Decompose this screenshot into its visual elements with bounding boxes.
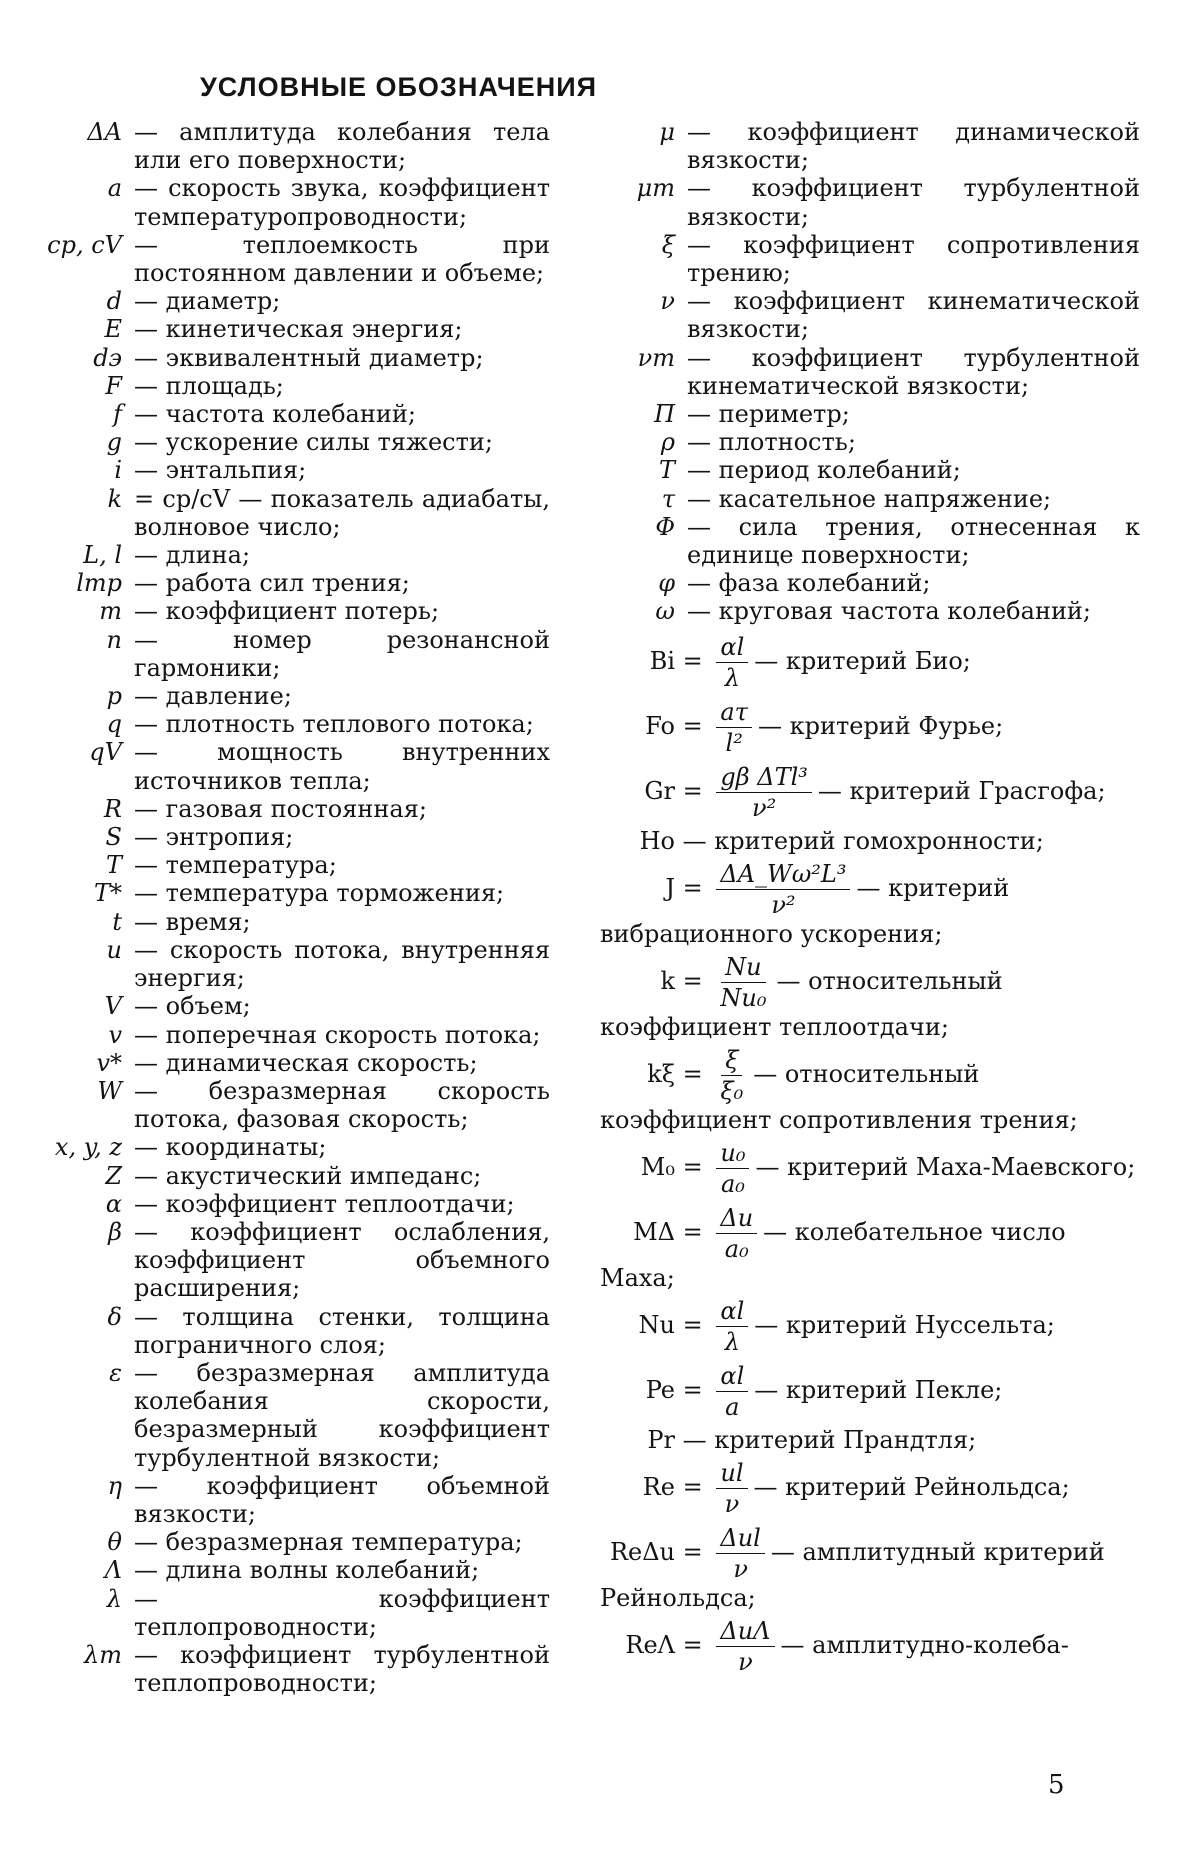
fraction [716,1523,764,1584]
formula-symbol: ReΛ [625,1630,675,1659]
entry-symbol: lтр [76,569,122,598]
formula-row [600,1361,1140,1422]
entry-row [30,851,550,879]
entry-row [600,569,1140,597]
formula-symbol: Pe [645,1375,675,1404]
formula-symbol: J [665,873,675,902]
entry-symbol: β [108,1217,122,1246]
entry-symbol: R [103,794,122,823]
entry-symbol: x, y, z [54,1133,122,1162]
entry-row [30,1021,550,1049]
entry-row [30,456,550,484]
entry-symbol: λт [84,1640,122,1669]
formula-description: — критерий Пекле; [754,1375,1003,1404]
formula-symbol: MΔ [633,1217,675,1246]
entry-description: — коэффициент объемной вязкости; [134,1471,550,1528]
entry-symbol: u [106,935,122,964]
formula-list [600,632,1140,1677]
entry-row [600,597,1140,625]
equals-sign: = [675,1217,711,1246]
entry-row [30,372,550,400]
entry-description: — координаты; [134,1133,327,1162]
equals-sign: = [675,1630,711,1659]
entry-description: — круговая частота колебаний; [687,597,1092,626]
entry-description: — коэффициент турбулентной теплопроводности; [134,1640,550,1698]
entry-symbol: v [108,1020,122,1049]
entry-symbol: q [106,710,122,739]
entry-symbol: T [658,456,675,485]
entry-description: — период колебаний; [687,456,961,485]
entry-description: — длина; [134,541,251,570]
formula-row [600,1296,1140,1357]
fraction-denominator: ν [738,1647,753,1676]
entry-description: — коэффициент динамической вязкости; [687,118,1140,175]
entry-symbol: dэ [93,343,122,372]
equals-sign: = [675,1472,711,1501]
formula-row [600,1458,1140,1519]
entry-description: — температура торможения; [134,879,505,908]
fraction-numerator: ul [716,1458,747,1489]
formula-description: — критерий Рейнольдса; [753,1472,1070,1501]
entry-symbol: ε [109,1358,122,1387]
entry-symbol: μт [636,174,675,203]
formula-row [600,827,1140,855]
entry-row [600,485,1140,513]
fraction-numerator: αl [716,1361,748,1392]
entry-description: — длина волны колебаний; [134,1556,480,1585]
entry-row [30,231,550,287]
fraction-numerator: ΔuΛ [716,1616,774,1647]
entry-description: — коэффициент теплоотдачи; [134,1189,515,1218]
formula-row [600,1045,1140,1134]
formula-description: — критерий Маха-Маевского; [755,1152,1136,1181]
fraction [716,1045,747,1106]
entry-description: — коэффициент теплопроводности; [134,1584,550,1641]
fraction-numerator: Δu [716,1203,757,1234]
entry-description: — сила трения, отнесенная к единице поверхности; [687,512,1140,570]
entry-row [30,1528,550,1556]
formula-description: — критерий Нуссельта; [754,1310,1055,1339]
formula-symbol: ReΔu [609,1537,675,1566]
fraction-denominator: l² [725,728,743,757]
fraction-denominator: λ [724,663,740,692]
entry-row [30,1218,550,1303]
entry-description: — коэффициент турбулентной вязкости; [687,174,1140,231]
fraction-denominator: ν [733,1554,748,1583]
formula-row [600,697,1140,758]
entry-symbol: Λ [104,1556,122,1585]
entry-symbol: S [105,823,122,852]
entry-description: — диаметр; [134,287,281,316]
fraction [716,1296,748,1357]
entry-row [30,795,550,823]
entry-symbol: t [112,907,122,936]
fraction-denominator: a₀ [720,1169,745,1198]
entry-symbol: Φ [655,512,675,541]
entry-symbol: θ [107,1528,122,1557]
entry-description: — площадь; [134,371,284,400]
entry-row [30,908,550,936]
formula-symbol: Ho [639,826,675,855]
equals-sign: = [675,1537,711,1566]
formula-symbol: Re [642,1472,675,1501]
entry-row [30,315,550,343]
formula-symbol: kξ [647,1059,675,1088]
fraction-numerator: αl [716,632,748,663]
formula-description: — относительный коэффициент сопротивления трения; [600,1059,1078,1134]
right-entries [600,118,1140,626]
fraction-numerator: u₀ [716,1138,749,1169]
entry-symbol: f [113,400,122,429]
fraction [716,1458,747,1519]
equals-sign: = [675,1152,711,1181]
entry-description: — номер резонансной гармоники; [134,625,550,682]
entry-symbol: i [114,456,122,485]
entry-row [600,400,1140,428]
entry-symbol: ξ [661,230,675,259]
entry-row [30,287,550,315]
entry-symbol: F [105,371,122,400]
entry-description: — фаза колебаний; [687,569,931,598]
entry-row [600,287,1140,343]
fraction [716,1138,749,1199]
entry-description: = cp/cV — показатель адиабаты, волновое число; [134,484,550,541]
entry-symbol: Z [105,1161,122,1190]
fraction [716,952,770,1013]
entry-symbol: qV [89,738,122,767]
entry-row [30,626,550,682]
entry-description: — плотность теплового потока; [134,710,534,739]
entry-row [30,428,550,456]
formula-description: — критерий Фурье; [757,711,1004,740]
formula-row [600,952,1140,1041]
fraction-numerator: ΔA_Wω²L³ [716,859,850,890]
entry-description: — частота колебаний; [134,400,416,429]
formula-row [600,1523,1140,1612]
formula-description: — критерий вибрационного ускорения; [600,873,1010,948]
formula-description: — относительный коэффициент теплоотдачи; [600,966,1003,1041]
formula-description: — критерий гомохронности; [682,826,1044,855]
fraction-numerator: aτ [716,697,752,728]
equals-sign: = [675,1310,711,1339]
entry-symbol: n [106,625,122,654]
entry-description: — коэффициент турбулентной кинематической вязкости; [687,343,1140,400]
entry-description: — безразмерная скорость потока, фазовая скорость; [134,1076,550,1134]
entry-description: — коэффициент сопротивления трению; [687,230,1140,288]
entry-row [600,456,1140,484]
entry-row [30,1133,550,1161]
entry-row [30,1359,550,1472]
equals-sign: = [675,711,711,740]
fraction [716,1361,748,1422]
fraction-numerator: Δul [716,1523,764,1554]
entry-description: — работа сил трения; [134,569,410,598]
fraction [716,1616,774,1677]
entry-symbol: φ [658,569,675,598]
entry-row [30,1077,550,1133]
page-title: УСЛОВНЫЕ ОБОЗНАЧЕНИЯ [200,72,598,102]
entry-description: — коэффициент кинематической вязкости; [687,287,1140,344]
fraction-denominator: ν² [771,890,796,919]
entry-description: — плотность; [687,428,856,457]
entry-row [30,118,550,174]
entry-symbol: δ [107,1302,122,1331]
entry-description: — объем; [134,992,251,1021]
formula-description: — амплитудный критерий Рейнольдса; [600,1537,1105,1612]
fraction-denominator: a [725,1392,740,1421]
fraction-denominator: ν² [752,793,777,822]
formula-symbol: Gr [644,776,675,805]
entry-row [30,1472,550,1528]
entry-symbol: V [104,992,122,1021]
formula-row [600,1426,1140,1454]
fraction-denominator: ξ₀ [720,1076,744,1105]
entry-row [30,682,550,710]
formula-description: — критерий Био; [754,646,971,675]
formula-symbol: k [660,966,675,995]
entry-symbol: E [104,315,122,344]
entry-description: — толщина стенки, толщина пограничного слоя; [134,1302,550,1359]
entry-row [30,174,550,230]
fraction-denominator: λ [724,1327,740,1356]
formula-description: — амплитудно-колеба- [780,1630,1069,1659]
entry-row [600,118,1140,174]
entry-description: — периметр; [687,400,850,429]
entry-description: — кинетическая энергия; [134,315,463,344]
entry-description: — мощность внутренних источников тепла; [134,738,550,795]
fraction [716,1203,757,1264]
formula-row [600,1138,1140,1199]
formula-row [600,632,1140,693]
entry-row [30,710,550,738]
formula-symbol: Pr [647,1425,675,1454]
entry-row [30,1049,550,1077]
entry-row [30,879,550,907]
entry-symbol: ΔA [87,118,122,146]
equals-sign: = [675,873,711,902]
entry-description: — ускорение силы тяжести; [134,428,493,457]
entry-description: — давление; [134,682,292,711]
page-number: 5 [1048,1770,1065,1800]
entry-symbol: α [105,1189,122,1218]
equals-sign: = [675,1375,711,1404]
entry-description: — касательное напряжение; [687,484,1052,513]
formula-symbol: M₀ [640,1152,675,1181]
equals-sign: = [675,646,711,675]
entry-row [30,1585,550,1641]
fraction-denominator: a₀ [724,1234,749,1263]
fraction-numerator: ξ [721,1045,742,1076]
formula-row [600,1616,1140,1677]
entry-description: — время; [134,907,251,936]
formula-description: — критерий Прандтля; [682,1425,977,1454]
formula-symbol: Nu [638,1310,675,1339]
entry-description: — энтальпия; [134,456,307,485]
entry-symbol: ν [660,287,675,316]
entry-row [600,428,1140,456]
entry-description: — скорость звука, коэффициент температуропроводности; [134,174,550,231]
entry-row [30,1641,550,1697]
entry-row [30,400,550,428]
entry-row [600,174,1140,230]
entry-row [30,823,550,851]
entry-row [30,738,550,794]
entry-row [600,231,1140,287]
entry-description: — газовая постоянная; [134,794,427,823]
entry-symbol: m [99,597,122,626]
entry-description: — температура; [134,851,337,880]
entry-row [30,569,550,597]
fraction-numerator: gβ ΔTl³ [716,762,812,793]
entry-symbol: g [106,428,122,457]
formula-description: — критерий Грасгофа; [817,776,1106,805]
entry-symbol: λ [106,1584,122,1613]
fraction-denominator: ν [724,1489,740,1518]
entry-symbol: T* [93,879,122,908]
formula-symbol: Fo [645,711,675,740]
entry-row [30,597,550,625]
formula-row [600,762,1140,823]
fraction [716,697,752,758]
entry-symbol: a [107,174,122,203]
entry-description: — коэффициент потерь; [134,597,440,626]
entry-row [30,1556,550,1584]
entry-symbol: W [97,1076,122,1105]
entry-row [30,344,550,372]
entry-description: — коэффициент ослабления, коэффициент объемного расширения; [134,1217,550,1303]
entry-symbol: d [106,287,122,316]
fraction-numerator: Nu [721,952,765,983]
entry-symbol: cp, cV [47,230,122,259]
left-column [30,118,550,1697]
entry-row [30,936,550,992]
formula-description: — колебательное число Маха; [600,1217,1066,1292]
entry-symbol: η [107,1471,122,1500]
entry-row [30,541,550,569]
entry-description: — безразмерная амплитуда колебания скорости, безразмерный коэффициент турбулентной вязкости; [134,1358,550,1472]
entry-symbol: μ [659,118,675,146]
entry-row [30,1303,550,1359]
fraction [716,859,850,920]
fraction [716,632,748,693]
entry-row [30,1162,550,1190]
equals-sign: = [675,1059,711,1088]
entry-description: — безразмерная температура; [134,1528,523,1557]
entry-description: — акустический импеданс; [134,1161,482,1190]
entry-row [30,1190,550,1218]
entry-symbol: k [107,484,122,513]
entry-symbol: T [105,851,122,880]
formula-symbol: Bi [649,646,675,675]
entry-description: — теплоемкость при постоянном давлении и объеме; [134,230,550,288]
entry-symbol: ρ [660,428,675,457]
entry-symbol: τ [661,484,675,513]
entry-symbol: p [106,682,122,711]
entry-symbol: L, l [83,541,122,570]
entry-description: — энтропия; [134,823,294,852]
entry-symbol: νт [637,343,675,372]
right-column [600,118,1140,1681]
entry-row [600,344,1140,400]
fraction [716,762,812,823]
entry-row [30,992,550,1020]
entry-description: — амплитуда колебания тела или его поверхности; [134,118,550,175]
entry-description: — поперечная скорость потока; [134,1020,541,1049]
entry-description: — эквивалентный диаметр; [134,343,484,372]
entry-description: — динамическая скорость; [134,1048,478,1077]
fraction-numerator: αl [716,1296,748,1327]
formula-row [600,1203,1140,1292]
fraction-denominator: Nu₀ [720,983,767,1012]
entry-row [30,485,550,541]
equals-sign: = [675,966,711,995]
entry-symbol: v* [96,1048,122,1077]
formula-row [600,859,1140,948]
entry-symbol: ω [655,597,675,626]
entry-row [600,513,1140,569]
entry-symbol: Π [654,400,675,429]
entry-description: — скорость потока, внутренняя энергия; [134,935,550,993]
equals-sign: = [675,776,711,805]
